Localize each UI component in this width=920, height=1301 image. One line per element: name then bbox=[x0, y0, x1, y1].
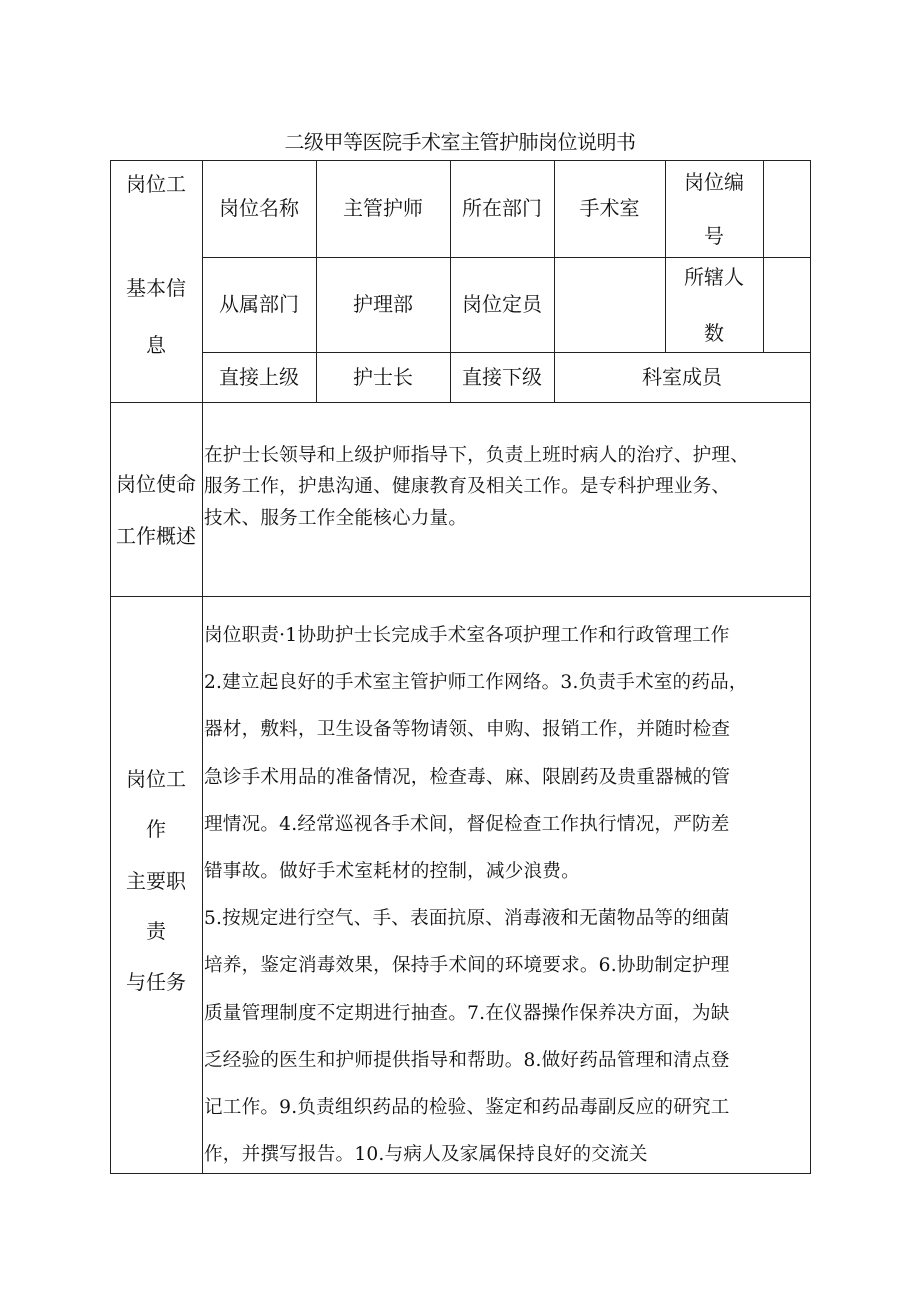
duties-text-line: 培养，鉴定消毒效果，保持手术间的环境要求。6.协助制定护理 bbox=[204, 955, 730, 977]
duties-label-line: 与任务 bbox=[126, 970, 186, 994]
duties-text-line: 记工作。9.负责组织药品的检验、鉴定和药品毒副反应的研究工 bbox=[204, 1097, 730, 1119]
field-value-direct-subordinate: 科室成员 bbox=[642, 364, 722, 389]
duties-text-line: 错事故。做好手术室耗材的控制，减少浪费。 bbox=[204, 861, 580, 883]
field-value-position-name: 主管护师 bbox=[343, 196, 423, 220]
duties-text-line: 5.按规定进行空气、手、表面抗原、消毒液和无菌物品等的细菌 bbox=[204, 908, 730, 930]
duties-text-line: 质量管理制度不定期进行抽查。7.在仪器操作保养决方面，为缺 bbox=[204, 1002, 730, 1024]
section-divider bbox=[110, 596, 810, 597]
section-divider bbox=[110, 402, 810, 403]
field-label-subordinates-count: 所辖人 数 bbox=[684, 264, 744, 345]
duties-text-line: 岗位职责·1协助护士长完成手术室各项护理工作和行政管理工作 bbox=[204, 625, 730, 646]
basic-info-label-line: 岗位工 bbox=[126, 172, 186, 196]
mission-text bbox=[204, 440, 749, 534]
mission-label-line: 岗位使命 bbox=[116, 472, 196, 496]
mission-text-line: 技术、服务工作全能核心力量。 bbox=[204, 507, 468, 529]
field-value-parent-department: 护理部 bbox=[353, 292, 413, 316]
document-title: 二级甲等医院手术室主管护肺岗位说明书 bbox=[284, 130, 636, 154]
field-label-position-name: 岗位名称 bbox=[219, 196, 299, 220]
field-label-parent-department: 从属部门 bbox=[219, 292, 299, 316]
field-label-department: 所在部门 bbox=[462, 196, 542, 220]
field-value-subordinates-count bbox=[763, 257, 810, 352]
field-label-position-number: 岗位编 号 bbox=[684, 169, 744, 248]
duties-text-line: 作，并撰写报告。10.与病人及家属保持良好的交流关 bbox=[204, 1144, 648, 1166]
field-value-department: 手术室 bbox=[579, 196, 640, 220]
field-value-position-number bbox=[763, 160, 810, 257]
table-border-left bbox=[110, 160, 111, 1174]
field-value-headcount bbox=[554, 257, 665, 352]
field-value-direct-superior: 护士长 bbox=[353, 364, 413, 389]
duties-text-line: 器材，敷料，卫生设备等物请领、申购、报销工作，并随时检查 bbox=[204, 719, 731, 741]
field-label-direct-subordinate: 直接下级 bbox=[462, 364, 542, 389]
duties-text bbox=[204, 612, 748, 1178]
table-border-right bbox=[810, 160, 811, 1174]
duties-label-line: 责 bbox=[146, 919, 166, 943]
mission-text-line: 服务工作，护患沟通、健康教育及相关工作。是专科护理业务、 bbox=[204, 476, 731, 498]
mission-text-line: 在护士长领导和上级护师指导下，负责上班时病人的治疗、护理、 bbox=[204, 445, 750, 466]
duties-text-line: 乏经验的医生和护师提供指导和帮助。8.做好药品管理和清点登 bbox=[204, 1049, 730, 1071]
basic-info-label-line: 息 bbox=[146, 333, 166, 357]
duties-label-line: 岗位工 bbox=[126, 767, 186, 791]
field-label-headcount: 岗位定员 bbox=[462, 292, 542, 316]
job-description-table bbox=[110, 160, 810, 1174]
duties-label-line: 主要职 bbox=[126, 869, 186, 893]
field-label-direct-superior: 直接上级 bbox=[219, 364, 299, 389]
mission-label-line: 工作概述 bbox=[116, 524, 196, 548]
duties-label-line: 作 bbox=[146, 817, 166, 841]
basic-info-label-line: 基本信 bbox=[126, 276, 186, 300]
duties-text-line: 2.建立起良好的手术室主管护师工作网络。3.负责手术室的药品， bbox=[204, 672, 748, 694]
duties-text-line: 理情况。4.经常巡视各手术间，督促检查工作执行情况，严防差 bbox=[204, 813, 730, 835]
duties-text-line: 急诊手术用品的准备情况，检查毒、麻、限剧药及贵重器械的管 bbox=[204, 766, 731, 788]
